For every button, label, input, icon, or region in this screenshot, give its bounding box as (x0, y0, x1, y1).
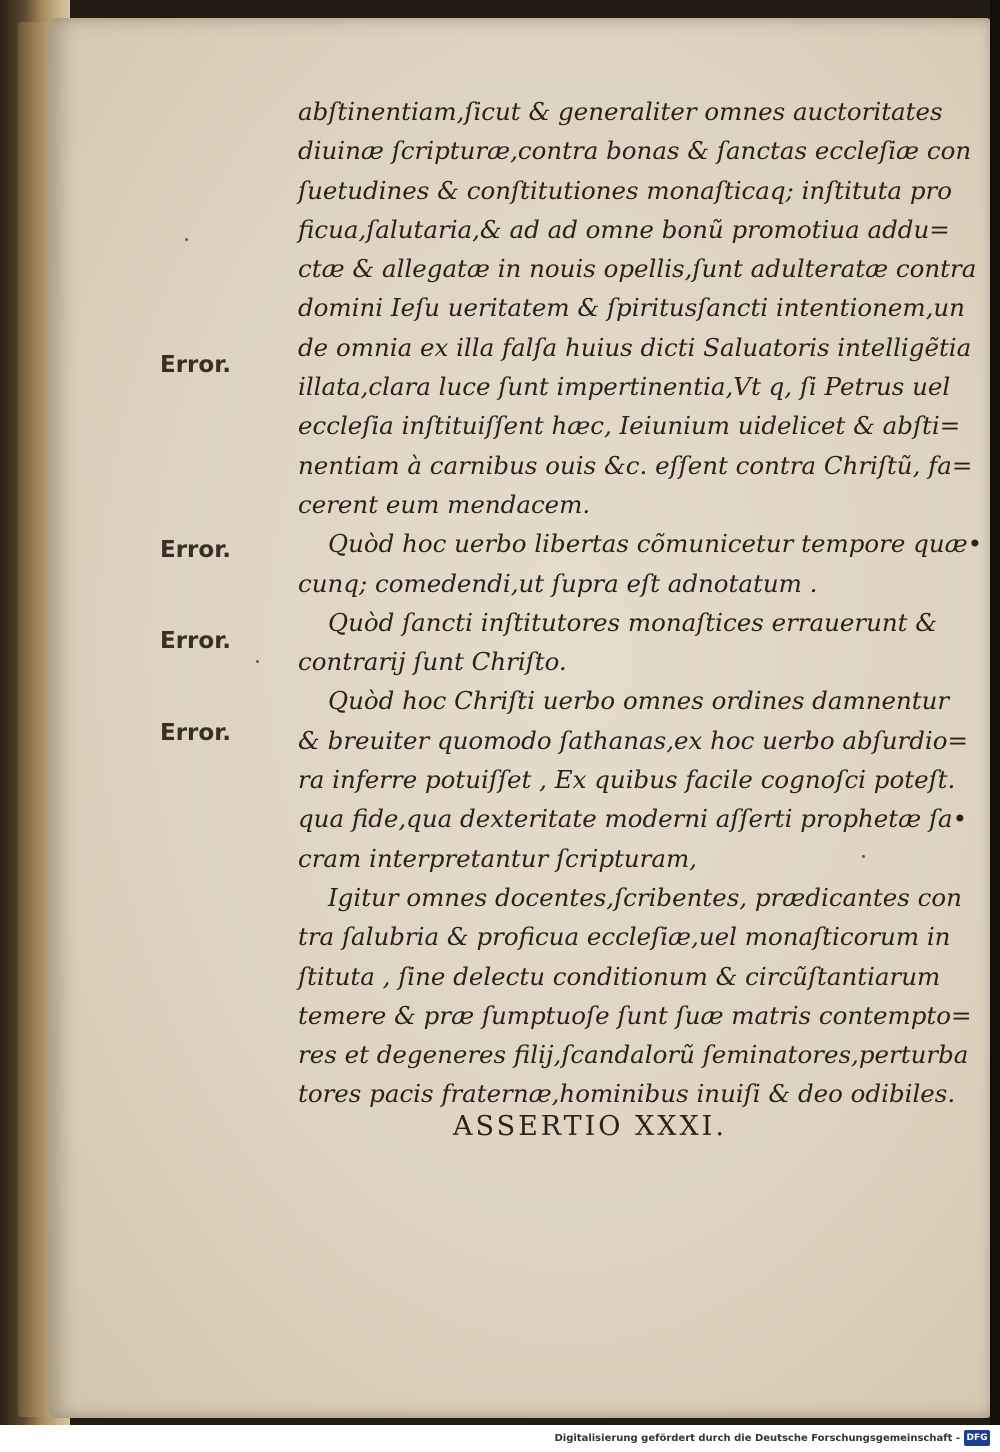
text-line: ſuetudines & conſtitutiones monaſticaq; inſtituta pro (298, 175, 952, 205)
text-line: cram interpretantur ſcripturam, (298, 843, 697, 873)
text-line: Quòd hoc uerbo libertas cõmunicetur tempore quæ• (328, 529, 983, 559)
text-line: temere & præ ſumptuoſe ſunt ſuæ matris contempto= (298, 1000, 972, 1030)
margin-note-error-2: Error. (160, 537, 231, 563)
margin-note-error-1: Error. (160, 352, 231, 378)
text-line: abſtinentiam,ſicut & generaliter omnes auctoritates (298, 97, 943, 126)
section-heading: ASSERTIO XXXI. (453, 1111, 727, 1142)
main-text (298, 92, 983, 1114)
text-line: Quòd ſancti inſtitutores monaſtices errauerunt & (328, 607, 938, 637)
text-line: eccleſia inſtituiſſent hæc, Ieiunium uidelicet & abſti= (298, 411, 961, 441)
text-line: ſtituta , ſine delectu conditionum & circũſtantiarum (298, 961, 941, 991)
margin-note-error-4: Error. (160, 720, 231, 746)
text-line: domini Ieſu ueritatem & ſpiritusſancti intentionem,un (298, 293, 965, 323)
text-line: illata,clara luce ſunt impertinentia,Vt q, ſi Petrus uel (298, 372, 951, 402)
text-line: contrarij ſunt Chriſto. (298, 647, 567, 677)
text-line: tra ſalubria & proficua eccleſiæ,uel monaſticorum in (298, 922, 951, 952)
text-line: nentiam à carnibus ouis &c. eſſent contra Chriſtũ, fa= (298, 450, 973, 480)
paper-speck (256, 660, 259, 663)
text-line: ficua,ſalutaria,& ad ad omne bonũ promotiua addu= (298, 214, 950, 244)
right-edge-shadow (990, 0, 1000, 1452)
text-line: diuinæ ſcripturæ,contra bonas & ſanctas eccleſiæ con (298, 136, 972, 166)
text-line: cerent eum mendacem. (298, 489, 591, 519)
text-line: tores pacis fraternæ,hominibus inuiſi & deo odibiles. (298, 1079, 956, 1109)
text-line: de omnia ex illa falſa huius dicti Saluatoris intelligẽtia (298, 332, 972, 362)
text-line: ra inferre potuiſſet , Ex quibus facile cognoſci poteſt. (298, 765, 956, 795)
text-line: ctæ & allegatæ in nouis opellis,ſunt adulteratæ contra (298, 254, 977, 284)
text-line: & breuiter quomodo ſathanas,ex hoc uerbo abſurdio= (298, 725, 969, 755)
text-line: Igitur omnes docentes,ſcribentes, prædicantes con (328, 882, 962, 912)
text-line: res et degeneres filij,ſcandalorũ ſeminatores,perturba (298, 1040, 969, 1070)
paper-speck (185, 238, 188, 241)
text-line: qua fide,qua dexteritate moderni aſſerti prophetæ ſa• (298, 804, 968, 834)
paper-speck (862, 855, 865, 858)
margin-note-error-3: Error. (160, 628, 231, 654)
text-line: Quòd hoc Chriſti uerbo omnes ordines damnentur (328, 686, 950, 716)
footer-credit: Digitalisierung gefördert durch die Deutsche Forschungsgemeinschaft - (554, 1433, 960, 1444)
text-line: cunq; comedendi,ut ſupra eſt adnotatum . (298, 568, 818, 598)
dfg-logo-icon: DFG (964, 1430, 990, 1446)
